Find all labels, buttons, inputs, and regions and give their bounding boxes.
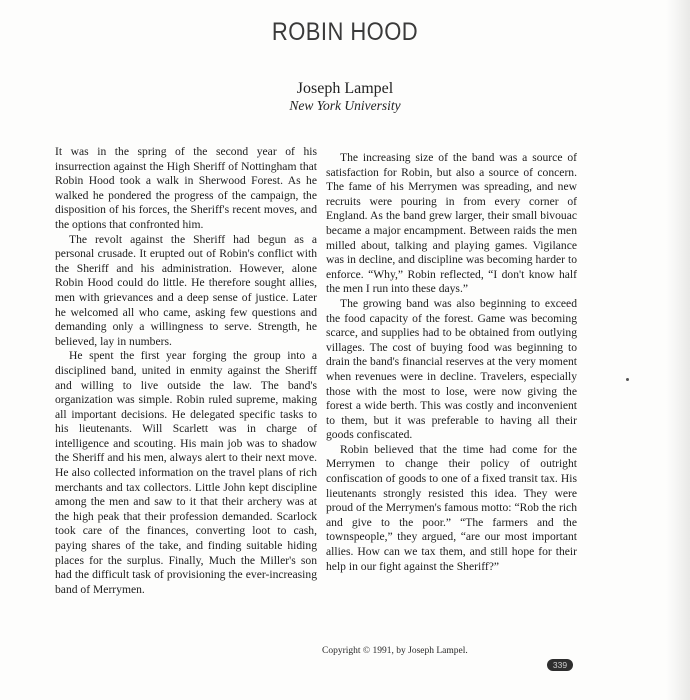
paragraph: Robin believed that the time had come for the Merrymen to change their policy of outright confiscation of goods to one of a fixed transit tax. His lieutenants strongly resisted this idea. They were proud of the Merrymen's famous motto: “Rob the rich and give to the poor.” “The farmers and the townspeople,” they argued, “are our most important allies. How can we tax them, and still hope for their help in our fight against the Sheriff?”: [326, 442, 577, 573]
right-column: [326, 151, 577, 574]
copyright-notice: Copyright © 1991, by Joseph Lampel.: [322, 646, 468, 656]
article-title: ROBIN HOOD: [271, 18, 419, 46]
scan-speck: [626, 378, 629, 381]
paragraph: It was in the spring of the second year of his insurrection against the High Sheriff of Nottingham that Robin Hood took a walk in Sherwood Forest. As he walked he pondered the progress of the campaign, the disposition of his forces, the Sheriff's recent moves, and the options that confronted him.: [55, 145, 317, 231]
paragraph: The revolt against the Sheriff had begun as a personal crusade. It erupted out of Robin's conflict with the Sheriff and his administration. However, alone Robin Hood could do little. He therefore sought allies, men with grievances and a deep sense of justice. Later he welcomed all who came, asking few questions and demanding only a willingness to serve. Strength, he believed, lay in numbers.: [55, 232, 317, 348]
author-name: Joseph Lampel: [296, 80, 394, 97]
page-number-badge: 339: [547, 659, 573, 671]
paragraph: The growing band was also beginning to exceed the food capacity of the forest. Game was becoming scarce, and supplies had to be obtained from outlying villages. The cost of buying food was beginning to drain the band's financial reserves at the very moment when revenues were in decline. Travelers, especially those with the most to lose, were now giving the forest a wide berth. This was costly and inconvenient to them, but it was preferable to having all their goods confiscated.: [326, 296, 577, 442]
paragraph: The increasing size of the band was a source of satisfaction for Robin, but also a source of concern. The fame of his Merrymen was spreading, and new recruits were pouring in from every corner of England. As the band grew larger, their small bivouac became a major encampment. Between raids the men milled about, talking and playing games. Vigilance was in decline, and discipline was becoming harder to enforce. “Why,” Robin reflected, “I don't know half the men I run into these days.”: [326, 151, 577, 296]
left-column: [55, 145, 317, 597]
author-affiliation: New York University: [289, 98, 401, 113]
paragraph: He spent the first year forging the group into a disciplined band, united in enmity against the Sheriff and willing to live outside the law. The band's organization was simple. Robin ruled supreme, making all important decisions. He delegated specific tasks to his lieutenants. Will Scarlett was in charge of intelligence and scouting. His main job was to shadow the Sheriff and his men, always alert to their next move. He also collected information on the travel plans of rich merchants and tax collectors. Little John kept discipline among the men and saw to it that their archery was at the high peak that their profession demanded. Scarlock took care of the finances, converting loot to cash, paying shares of the take, and finding suitable hiding places for the surplus. Finally, Much the Miller's son had the difficult task of provisioning the ever-increasing band of Merrymen.: [55, 349, 317, 596]
